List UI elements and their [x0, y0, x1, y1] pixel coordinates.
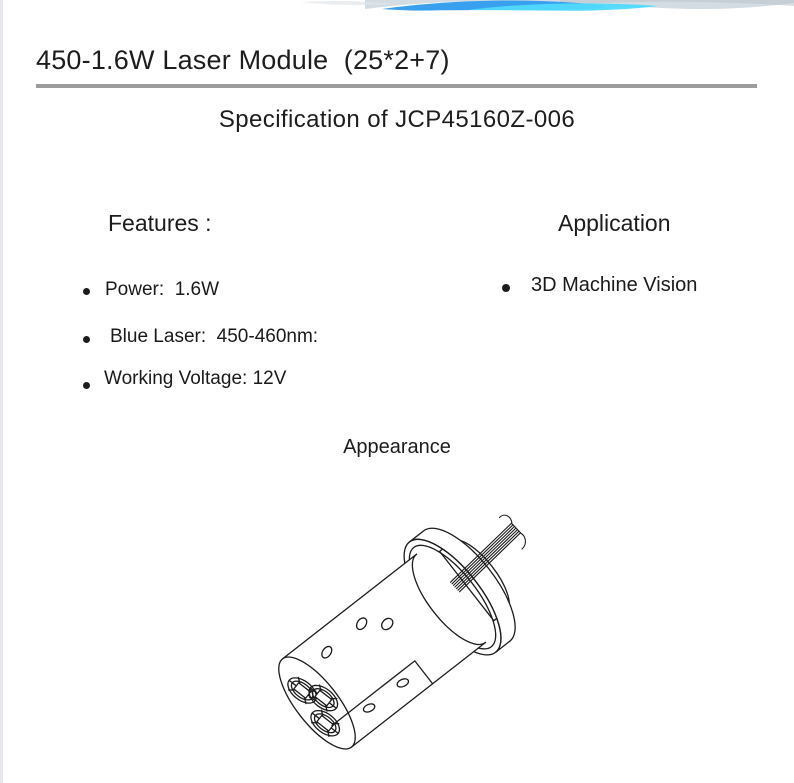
feature-item-voltage: Working Voltage: 12V [104, 368, 287, 389]
appearance-heading: Appearance [343, 436, 451, 458]
bullet-icon [83, 288, 90, 295]
application-heading: Application [558, 210, 671, 236]
header-wave-graphic [0, 0, 794, 18]
laser-module-technical-drawing [230, 500, 560, 780]
application-item: 3D Machine Vision [531, 274, 698, 296]
feature-item-power: Power: 1.6W [105, 279, 220, 300]
bullet-icon [83, 336, 90, 343]
bullet-icon [502, 284, 510, 292]
page-title: 450-1.6W Laser Module (25*2+7) [36, 45, 450, 75]
feature-item-wavelength: Blue Laser: 450-460nm: [110, 326, 319, 347]
spec-heading: Specification of JCP45160Z-006 [218, 106, 576, 133]
title-divider [36, 84, 757, 88]
bullet-icon [83, 382, 90, 389]
features-heading: Features : [108, 210, 212, 236]
